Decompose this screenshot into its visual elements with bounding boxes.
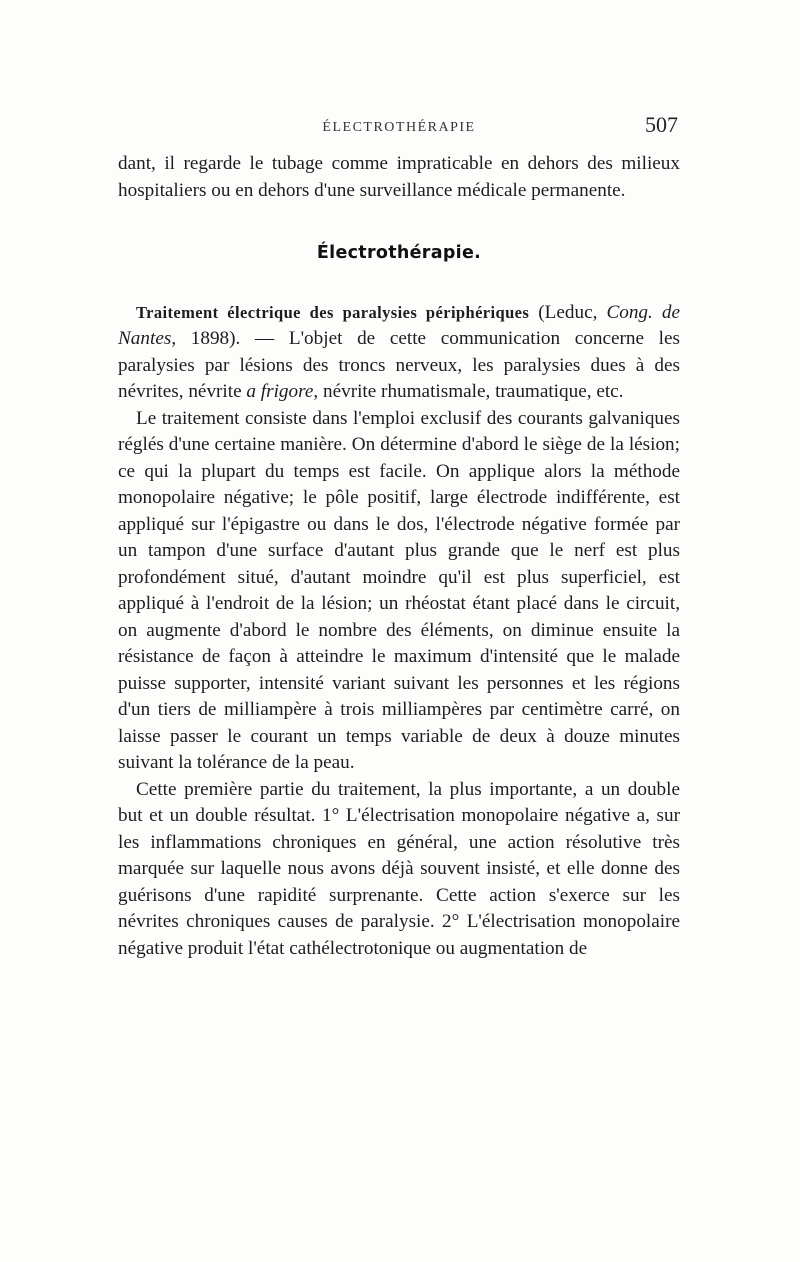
section-title: Électrothérapie.: [316, 243, 482, 263]
page-number: 507: [645, 112, 678, 137]
paragraph-text-end: , névrite rhumatismale, traumatique, etc.: [313, 381, 624, 402]
paragraph-traitement: [118, 300, 680, 406]
paragraph-rubric: Traitement électrique des paralysies périphériques: [136, 302, 530, 322]
paragraph-continued: dant, il regarde le tubage comme impraticable en dehors des milieux hospitaliers ou en dehors d'une surveillance médicale permanente.: [118, 153, 680, 201]
paragraph-methode: Le traitement consiste dans l'emploi exclusif des courants galvaniques réglés d'une certaine manière. On détermine d'abord le siège de la lésion; ce qui la plupart du temps est facile. On applique alors la méthode monopolaire négative; le pôle positif, large électrode indifférente, est appliqué sur l'épigastre ou dans le dos, l'électrode négative formée par un tampon d'une surface d'autant plus grande que le nerf est plus profondément situé, d'autant moindre qu'il est plus superficiel, est appliqué à l'endroit de la lésion; un rhéostat étant placé dans le circuit, on augmente d'abord le nombre des éléments, on diminue ensuite la résistance de façon à atteindre le maximum d'intensité que le malade puisse supporter, intensité variant suivant les personnes et les régions d'un tiers de milliampère à trois milliampères par centimètre carré, on laisse passer le courant un temps variable de deux à douze minutes suivant la tolérance de la peau.: [118, 407, 680, 773]
citation-open: (Leduc,: [529, 301, 607, 323]
citation-source: Cong. de Nantes: [118, 301, 680, 349]
paragraph-text: , 1898). — L'objet de cette communication concerne les paralysies par lésions des troncs nerveux, les paralysies dues à des névrites, névrite: [118, 328, 680, 402]
paragraph-resultat: Cette première partie du traitement, la plus importante, a un double but et un double résultat. 1° L'électrisation monopolaire négative a, sur les inflammations chroniques en général, une action résolutive très marquée sur laquelle nous avons déjà souvent insisté, et elle donne des guérisons d'une rapidité surprenante. Cette action s'exerce sur les névrites chroniques causes de paralysie. 2° L'électrisation monopolaire négative produit l'état cathélectrotonique ou augmentation de: [118, 778, 680, 959]
body-text: [118, 151, 680, 962]
running-title: ÉLECTROTHÉRAPIE: [322, 120, 476, 135]
latin-term: a frigore: [246, 381, 314, 402]
running-head: [118, 112, 680, 142]
